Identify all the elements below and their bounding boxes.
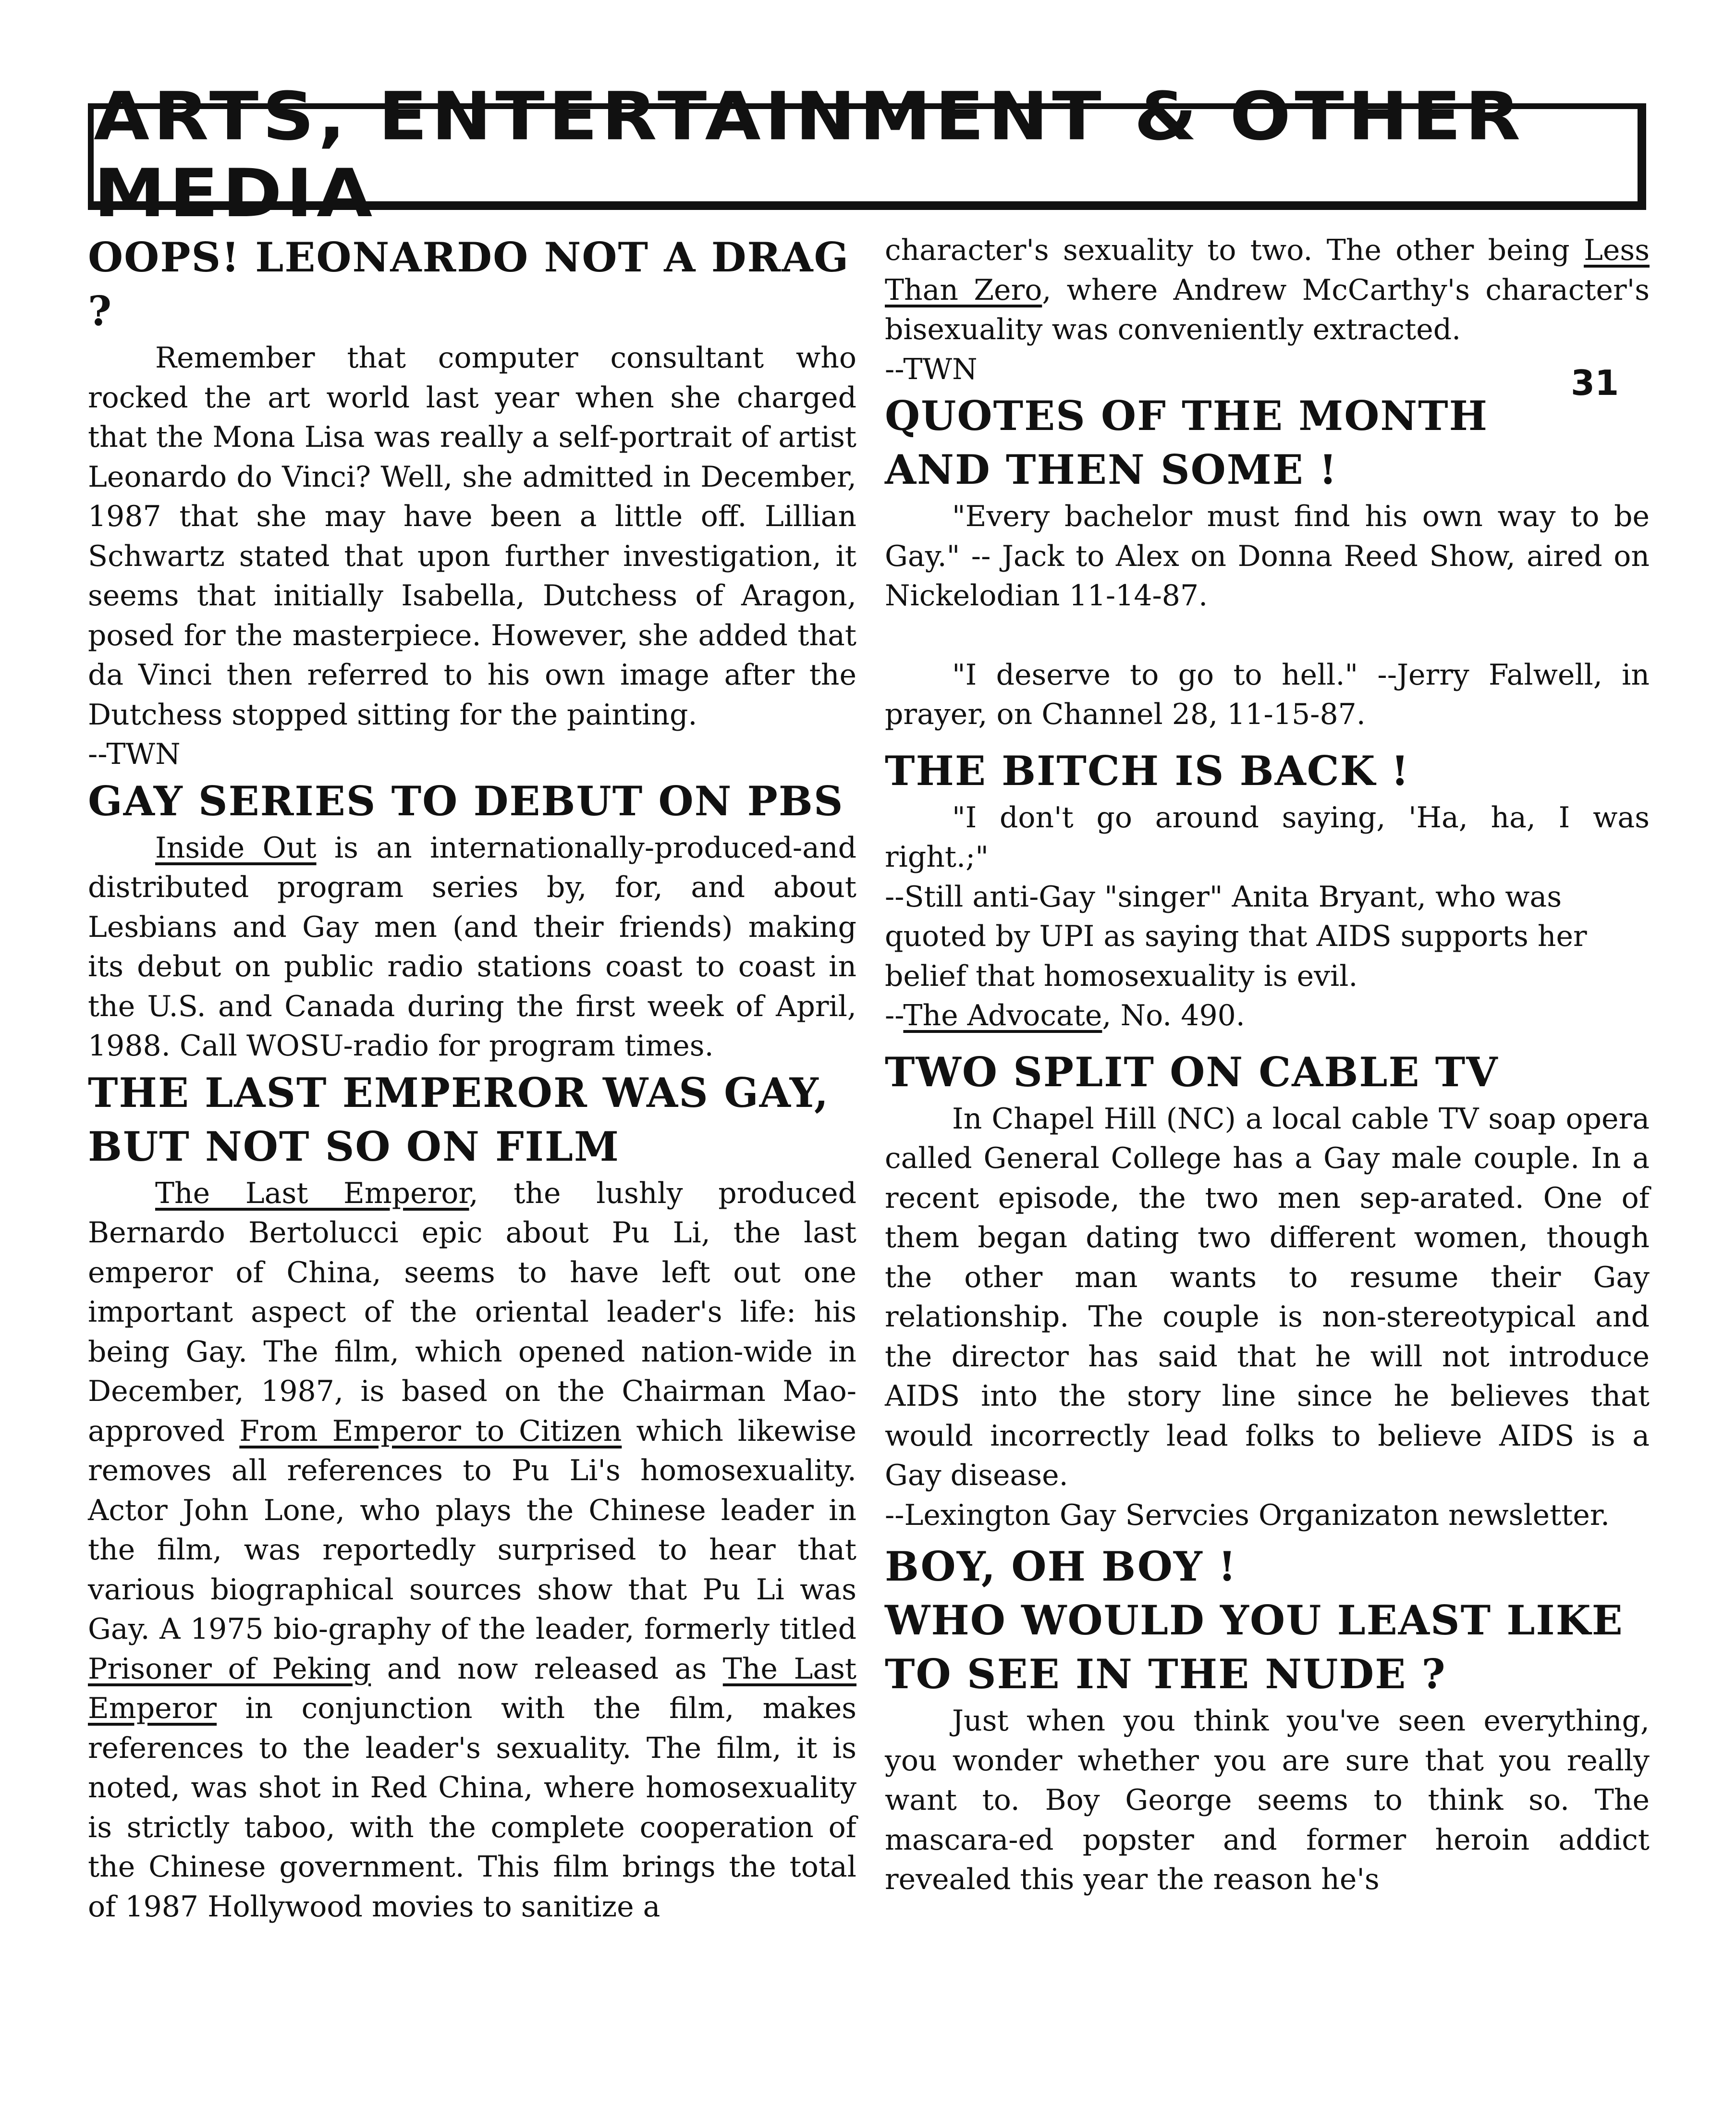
article-body: --Still anti-Gay "singer" Anita Bryant, who was quoted by UPI as saying that AIDS supports her belief that homosexuality is evil. [885,880,1587,993]
quote: "I deserve to go to hell." --Jerry Falwell, in prayer, on Channel 28, 11-15-87. [885,658,1650,731]
section-title: ARTS, ENTERTAINMENT & OTHER MEDIA [94,78,1525,233]
title-reference: The Advocate [903,999,1102,1032]
article-body-continued: character's sexuality to two. The other being Less Than Zero, where Andrew McCarthy's character's bisexuality was conveniently extracted. [885,233,1650,346]
title-reference: Prisoner of Peking [88,1652,371,1686]
left-column [88,231,856,1927]
headline-boy-oh-boy: BOY, OH BOY ! WHO WOULD YOU LEAST LIKE TO SEE IN THE NUDE ? [885,1543,1624,1698]
headline-last-emperor: THE LAST EMPEROR WAS GAY, BUT NOT SO ON FILM [88,1068,830,1170]
article-source: --The Advocate, No. 490. [885,999,1245,1032]
title-reference: From Emperor to Citizen [239,1414,622,1448]
title-reference: The Last Emperor [155,1176,469,1210]
article-credit: --TWN [88,737,181,771]
article-body: Remember that computer consultant who rocked the art world last year when she charged that the Mona Lisa was really a self-portrait of artist Leonardo do Vinci? Well, she admitted in December, 1987 that she may have been a little off. Lillian Schwartz stated that upon further investigation, it seems that initially Isabella, Dutchess of Aragon, posed for the masterpiece. However, she added that da Vinci then referred to his own image after the Dutchess stopped sitting for the painting. [88,341,856,732]
page-number: 31 [1571,363,1619,403]
headline-bitch-is-back: THE BITCH IS BACK ! [885,747,1410,795]
title-reference: The Last Emperor [88,1652,856,1725]
article-body: Just when you think you've seen everything, you wonder whether you are sure that you really want to. Boy George seems to think so. The mascara-ed popster and former heroin addict revealed this year the reason he's [885,1704,1650,1896]
article-credit: --Lexington Gay Servcies Organizaton newsletter. [885,1498,1610,1532]
headline-pbs: GAY SERIES TO DEBUT ON PBS [88,777,844,825]
quote: "Every bachelor must find his own way to be Gay." -- Jack to Alex on Donna Reed Show, aired on Nickelodian 11-14-87. [885,500,1650,613]
headline-quotes: QUOTES OF THE MONTH AND THEN SOME ! [885,392,1489,493]
article-body: The Last Emperor, the lushly produced Bernardo Bertolucci epic about Pu Li, the last emperor of China, seems to have left out one important aspect of the oriental leader's life: his being Gay. The film, which opened nation-wide in December, 1987, is based on the Chairman Mao-approved From Emperor to Citizen which likewise removes all references to Pu Li's homosexuality. Actor John Lone, who plays the Chinese leader in the film, was reportedly surprised to hear that various biographical sources show that Pu Li was Gay. A 1975 bio-graphy of the leader, formerly titled Prisoner of Peking and now released as The Last Emperor in conjunction with the film, makes references to the leader's sexuality. The film, it is noted, was shot in Red China, where homosexuality is strictly taboo, with the complete cooperation of the Chinese government. This film brings the total of 1987 Hollywood movies to sanitize a [88,1176,856,1924]
article-credit: --TWN [885,352,978,386]
right-column [885,231,1650,1900]
section-banner [88,78,1646,233]
quote: "I don't go around saying, 'Ha, ha, I was right.;" [885,800,1650,874]
headline-leonardo: OOPS! LEONARDO NOT A DRAG ? [88,233,850,335]
headline-cable-tv: TWO SPLIT ON CABLE TV [885,1048,1499,1096]
article-body: In Chapel Hill (NC) a local cable TV soap opera called General College has a Gay male couple. In a recent episode, the two men sep-arated. One of them began dating two different women, though the other man wants to resume their Gay relationship. The couple is non-stereotypical and the director has said that he will not introduce AIDS into the story line since he believes that would incorrectly lead folks to believe AIDS is a Gay disease. [885,1102,1650,1492]
article-body: Inside Out is an internationally-produced-and distributed program series by, for, and about Lesbians and Gay men (and their friends) making its debut on public radio stations coast to coast in the U.S. and Canada during the first week of April, 1988. Call WOSU-radio for program times. [88,831,856,1063]
title-reference: Less Than Zero [885,233,1650,307]
title-reference: Inside Out [155,831,317,865]
